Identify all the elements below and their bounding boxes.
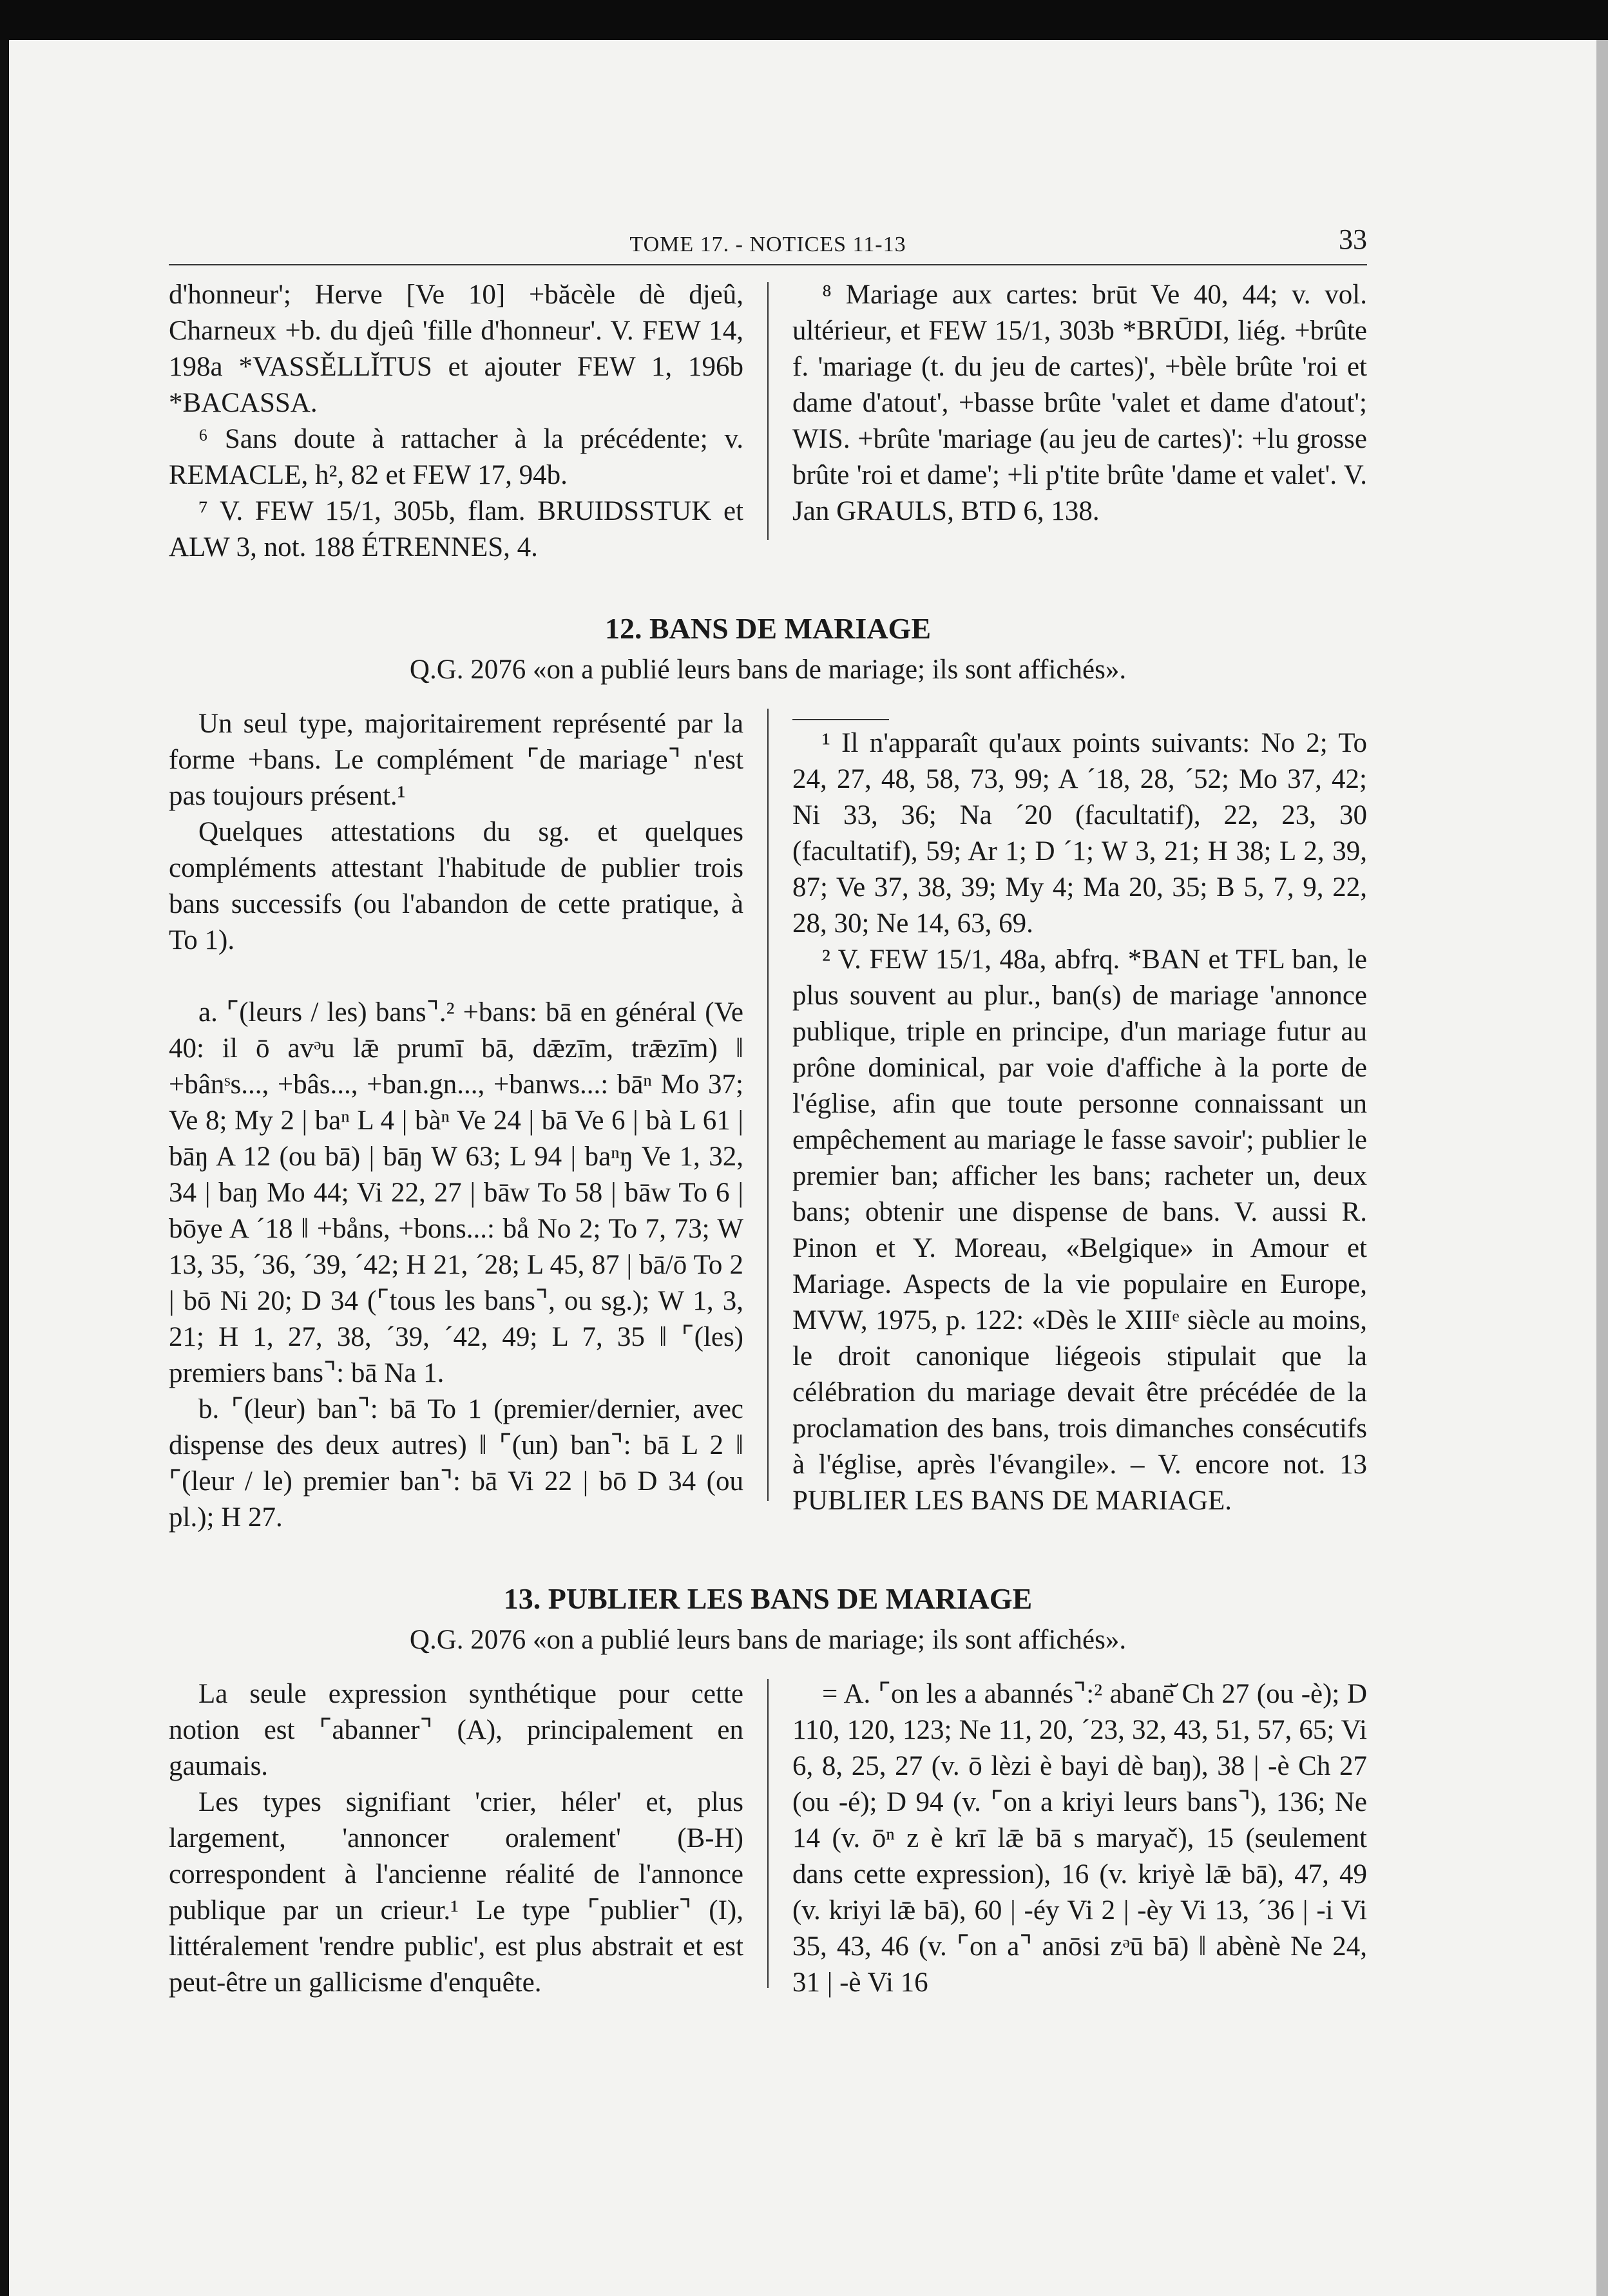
top-notes-left	[169, 277, 743, 566]
section-13-left	[169, 1676, 743, 2001]
section-13-question: Q.G. 2076 «on a publié leurs bans de mariage; ils sont affichés».	[409, 1625, 1127, 1655]
footnote-continued: d'honneur'; Herve [Ve 10] +băcèle dè djeû, Charneux +b. du djeû 'fille d'honneur'. V. FEW 14, 198a *VASSĚLLĬTUS et ajouter FEW 1, 196b *BACASSA.	[169, 280, 743, 418]
scanner-left-border	[0, 40, 9, 2296]
section-12-right	[792, 706, 1367, 1536]
page-number: 33	[1339, 224, 1367, 255]
s13-attestations-a: = A. ⌜on les a abannés⌝:² abanē̆ Ch 27 (ou -è); D 110, 120, 123; Ne 11, 20, ´23, 32, 43, 51, 57, 65; Vi 6, 8, 25, 27 (v. ō lèzi è bayi dè baŋ), 38 | -è Ch 27 (ou -é); D 94 (v. ⌜on a kriyi leurs bans⌝), 136; Ne 14 (v. ōⁿ z è krī lǣ bā s maryač), 15 (seulement dans cette expression), 16 (v. kriyè lǣ bā), 47, 49 (v. kriyi lǣ bā), 60 | -éy Vi 2 | -èy Vi 13, ´36 | -i Vi 35, 43, 46 (v. ⌜on a⌝ anōsi zᵊū bā) ‖ abènè Ne 24, 31 | -è Vi 16	[792, 1679, 1367, 1998]
s12-paragraph-1: Un seul type, majoritairement représenté par la forme +bans. Le complément ⌜de mariage⌝ n'est pas toujours présent.¹	[169, 709, 743, 811]
section-12-title: 12. BANS DE MARIAGE	[604, 612, 932, 645]
section-12-body	[169, 706, 1367, 1536]
s13-paragraph-2: Les types signifiant 'crier, héler' et, plus largement, 'annoncer oralement' (B-H) correspondent à l'ancienne réalité de l'annonce publique par un crieur.¹ Le type ⌜publier⌝ (I), littéralement 'rendre public', est plus abstrait et est peut-être un gallicisme d'enquête.	[169, 1787, 743, 1998]
footnote-7: ⁷ V. FEW 15/1, 305b, flam. BRUIDSSTUK et ALW 3, not. 188 ÉTRENNES, 4.	[169, 496, 743, 562]
section-12-question: Q.G. 2076 «on a publié leurs bans de mariage; ils sont affichés».	[409, 655, 1127, 685]
scanner-top-border	[0, 0, 1608, 40]
footnote-8: ⁸ Mariage aux cartes: brūt Ve 40, 44; v. vol. ultérieur, et FEW 15/1, 303b *BRŪDI, liég. +brûte f. 'mariage (t. du jeu de cartes)', +bèle brûte 'roi et dame d'atout', +basse brûte 'valet et dame d'atout'; WIS. +brûte 'mariage (au jeu de cartes)': +lu grosse brûte 'roi et dame'; +li p'tite brûte 'dame et valet'. V. Jan GRAULS, BTD 6, 138.	[792, 280, 1367, 526]
top-notes	[169, 277, 1367, 566]
s12-paragraph-a: a. ⌜(leurs / les) bans⌝.² +bans: bā en général (Ve 40: il ō avᵊu lǣ prumī bā, dǣzīm, trǣzīm) ‖ +bânˢs..., +bâs..., +ban.gn..., +banws...: bāⁿ Mo 37; Ve 8; My 2 | baⁿ L 4 | bàⁿ Ve 24 | bā Ve 6 | bà L 61 | bāŋ A 12 (ou bā) | bāŋ W 63; L 94 | baⁿŋ Ve 1, 32, 34 | baŋ Mo 44; Vi 22, 27 | bāw To 58 | bāw To 6 | bōye A ´18 ‖ +båns, +bons...: bå No 2; To 7, 73; W 13, 35, ´36, ´39, ´42; H 21, ´28; L 45, 87 | bā/ō To 2 | bō Ni 20; D 34 (⌜tous les bans⌝, ou sg.); W 1, 3, 21; H 1, 27, 38, ´39, ´42, 49; L 7, 35 ‖ ⌜(les) premiers bans⌝: bā Na 1.	[169, 997, 743, 1388]
s12-paragraph-b: b. ⌜(leur) ban⌝: bā To 1 (premier/dernier, avec dispense des deux autres) ‖ ⌜(un) ban⌝: bā L 2 ‖ ⌜(leur / le) premier ban⌝: bā Vi 22 | bō D 34 (ou pl.); H 27.	[169, 1394, 743, 1533]
running-header	[169, 224, 1367, 265]
s12-footnote-1: ¹ Il n'apparaît qu'aux points suivants: No 2; To 24, 27, 48, 58, 73, 99; A ´18, 28, ´52; Mo 37, 42; Ni 33, 36; Na ´20 (facultatif), 22, 23, 30 (facultatif), 59; Ar 1; D ´1; W 3, 21; H 38; L 2, 39, 87; Ve 37, 38, 39; My 4; Ma 20, 35; B 5, 7, 9, 22, 28, 30; Ne 14, 63, 69.	[792, 728, 1367, 939]
book-page	[9, 40, 1596, 2296]
footnote-separator	[792, 719, 889, 720]
section-13-right	[792, 1676, 1367, 2001]
header-title: TOME 17. - NOTICES 11-13	[629, 233, 906, 256]
section-12-left	[169, 706, 743, 1536]
footnote-6: ⁶ Sans doute à rattacher à la précédente; v. REMACLE, h², 82 et FEW 17, 94b.	[169, 424, 743, 490]
section-13-body	[169, 1676, 1367, 2001]
page-content	[169, 224, 1367, 2001]
s12-paragraph-2: Quelques attestations du sg. et quelques compléments attestant l'habitude de publier trois bans successifs (ou l'abandon de cette pratique, à To 1).	[169, 817, 743, 955]
top-notes-right	[792, 277, 1367, 566]
s12-footnote-2: ² V. FEW 15/1, 48a, abfrq. *BAN et TFL ban, le plus souvent au plur., ban(s) de mariage 'annonce publique, triple en principe, d'un mariage futur au prône dominical, par voie d'affiche à la porte de l'église, afin que toute personne connaissant un empêchement au mariage le fasse savoir'; publier le premier ban; afficher les bans; racheter un, deux bans; obtenir une dispense de bans. V. aussi R. Pinon et Y. Moreau, «Belgique» in Amour et Mariage. Aspects de la vie populaire en Europe, MVW, 1975, p. 122: «Dès le XIIIᵉ siècle au moins, le droit canonique liégeois stipulait que la célébration du mariage devait être précédée de la proclamation des bans, trois dimanches consécutifs à l'église, après l'évangile». – V. encore not. 13 PUBLIER LES BANS DE MARIAGE.	[792, 944, 1367, 1516]
section-13-title: 13. PUBLIER LES BANS DE MARIAGE	[503, 1582, 1033, 1615]
s13-paragraph-1: La seule expression synthétique pour cette notion est ⌜abanner⌝ (A), principalement en gaumais.	[169, 1679, 743, 1781]
